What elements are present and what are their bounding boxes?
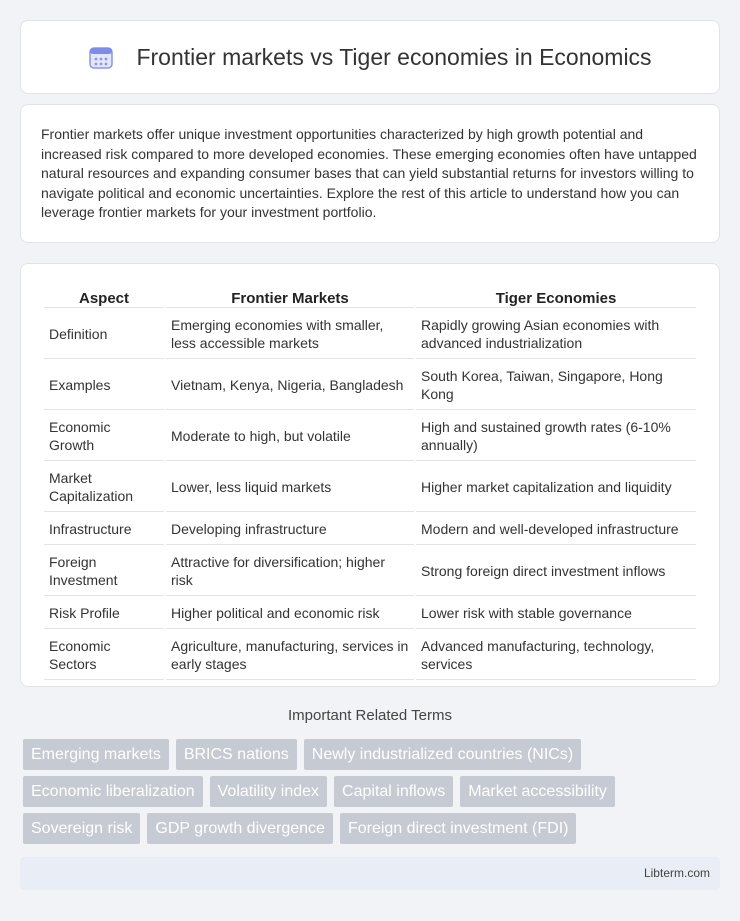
cell-aspect: Economic Growth xyxy=(44,412,164,461)
cell-tiger: Higher market capitalization and liquidity xyxy=(416,463,696,512)
cell-frontier: Moderate to high, but volatile xyxy=(166,412,414,461)
header-aspect: Aspect xyxy=(44,286,164,308)
cell-frontier: Higher political and economic risk xyxy=(166,598,414,629)
cell-frontier: Lower, less liquid markets xyxy=(166,463,414,512)
tag-row xyxy=(23,776,723,807)
cell-tiger: Strong foreign direct investment inflows xyxy=(416,547,696,596)
table-row xyxy=(44,598,696,629)
tag-row xyxy=(23,739,723,770)
cell-tiger: South Korea, Taiwan, Singapore, Hong Kong xyxy=(416,361,696,410)
related-terms-tags xyxy=(23,739,723,850)
comparison-card xyxy=(20,263,720,687)
cell-aspect: Risk Profile xyxy=(44,598,164,629)
cell-aspect: Infrastructure xyxy=(44,514,164,545)
calendar-icon xyxy=(88,44,114,70)
intro-card xyxy=(20,104,720,243)
cell-aspect: Economic Sectors xyxy=(44,631,164,680)
cell-tiger: Rapidly growing Asian economies with advanced industrialization xyxy=(416,310,696,359)
table-row xyxy=(44,631,696,680)
table-row xyxy=(44,361,696,410)
header-frontier: Frontier Markets xyxy=(166,286,414,308)
intro-text: Frontier markets offer unique investment opportunities characterized by high growth potential and increased risk compared to more developed economies. These emerging economies often have untapped natural resources and expanding consumer bases that can yield substantial returns for investors willing to navigate political and economic uncertainties. Explore the rest of this article to understand how you can leverage frontier markets for your investment portfolio. xyxy=(41,126,697,221)
tag-fdi[interactable]: Foreign direct investment (FDI) xyxy=(340,813,577,844)
page-title: Frontier markets vs Tiger economies in Economics xyxy=(136,43,652,70)
tag-gdp-growth-divergence[interactable]: GDP growth divergence xyxy=(147,813,333,844)
tag-row xyxy=(23,813,723,844)
cell-frontier: Agriculture, manufacturing, services in early stages xyxy=(166,631,414,680)
cell-aspect: Foreign Investment xyxy=(44,547,164,596)
cell-frontier: Emerging economies with smaller, less accessible markets xyxy=(166,310,414,359)
tag-nics[interactable]: Newly industrialized countries (NICs) xyxy=(304,739,581,770)
tag-brics-nations[interactable]: BRICS nations xyxy=(176,739,297,770)
tag-capital-inflows[interactable]: Capital inflows xyxy=(334,776,453,807)
tag-sovereign-risk[interactable]: Sovereign risk xyxy=(23,813,140,844)
cell-tiger: High and sustained growth rates (6-10% annually) xyxy=(416,412,696,461)
tag-market-accessibility[interactable]: Market accessibility xyxy=(460,776,615,807)
table-row xyxy=(44,463,696,512)
tag-volatility-index[interactable]: Volatility index xyxy=(210,776,327,807)
table-header-row xyxy=(44,286,696,308)
header-tiger: Tiger Economies xyxy=(416,286,696,308)
cell-tiger: Lower risk with stable governance xyxy=(416,598,696,629)
cell-tiger: Modern and well-developed infrastructure xyxy=(416,514,696,545)
related-terms-title: Important Related Terms xyxy=(288,707,452,724)
table-row xyxy=(44,547,696,596)
footer xyxy=(20,857,720,890)
table-row xyxy=(44,412,696,461)
cell-aspect: Market Capitalization xyxy=(44,463,164,512)
cell-frontier: Developing infrastructure xyxy=(166,514,414,545)
cell-frontier: Vietnam, Kenya, Nigeria, Bangladesh xyxy=(166,361,414,410)
cell-aspect: Examples xyxy=(44,361,164,410)
table-row xyxy=(44,514,696,545)
header-card xyxy=(20,20,720,94)
cell-frontier: Attractive for diversification; higher risk xyxy=(166,547,414,596)
footer-site-link[interactable]: Libterm.com xyxy=(643,866,710,880)
tag-economic-liberalization[interactable]: Economic liberalization xyxy=(23,776,203,807)
cell-tiger: Advanced manufacturing, technology, services xyxy=(416,631,696,680)
comparison-table xyxy=(42,284,698,682)
tag-emerging-markets[interactable]: Emerging markets xyxy=(23,739,169,770)
cell-aspect: Definition xyxy=(44,310,164,359)
table-row xyxy=(44,310,696,359)
